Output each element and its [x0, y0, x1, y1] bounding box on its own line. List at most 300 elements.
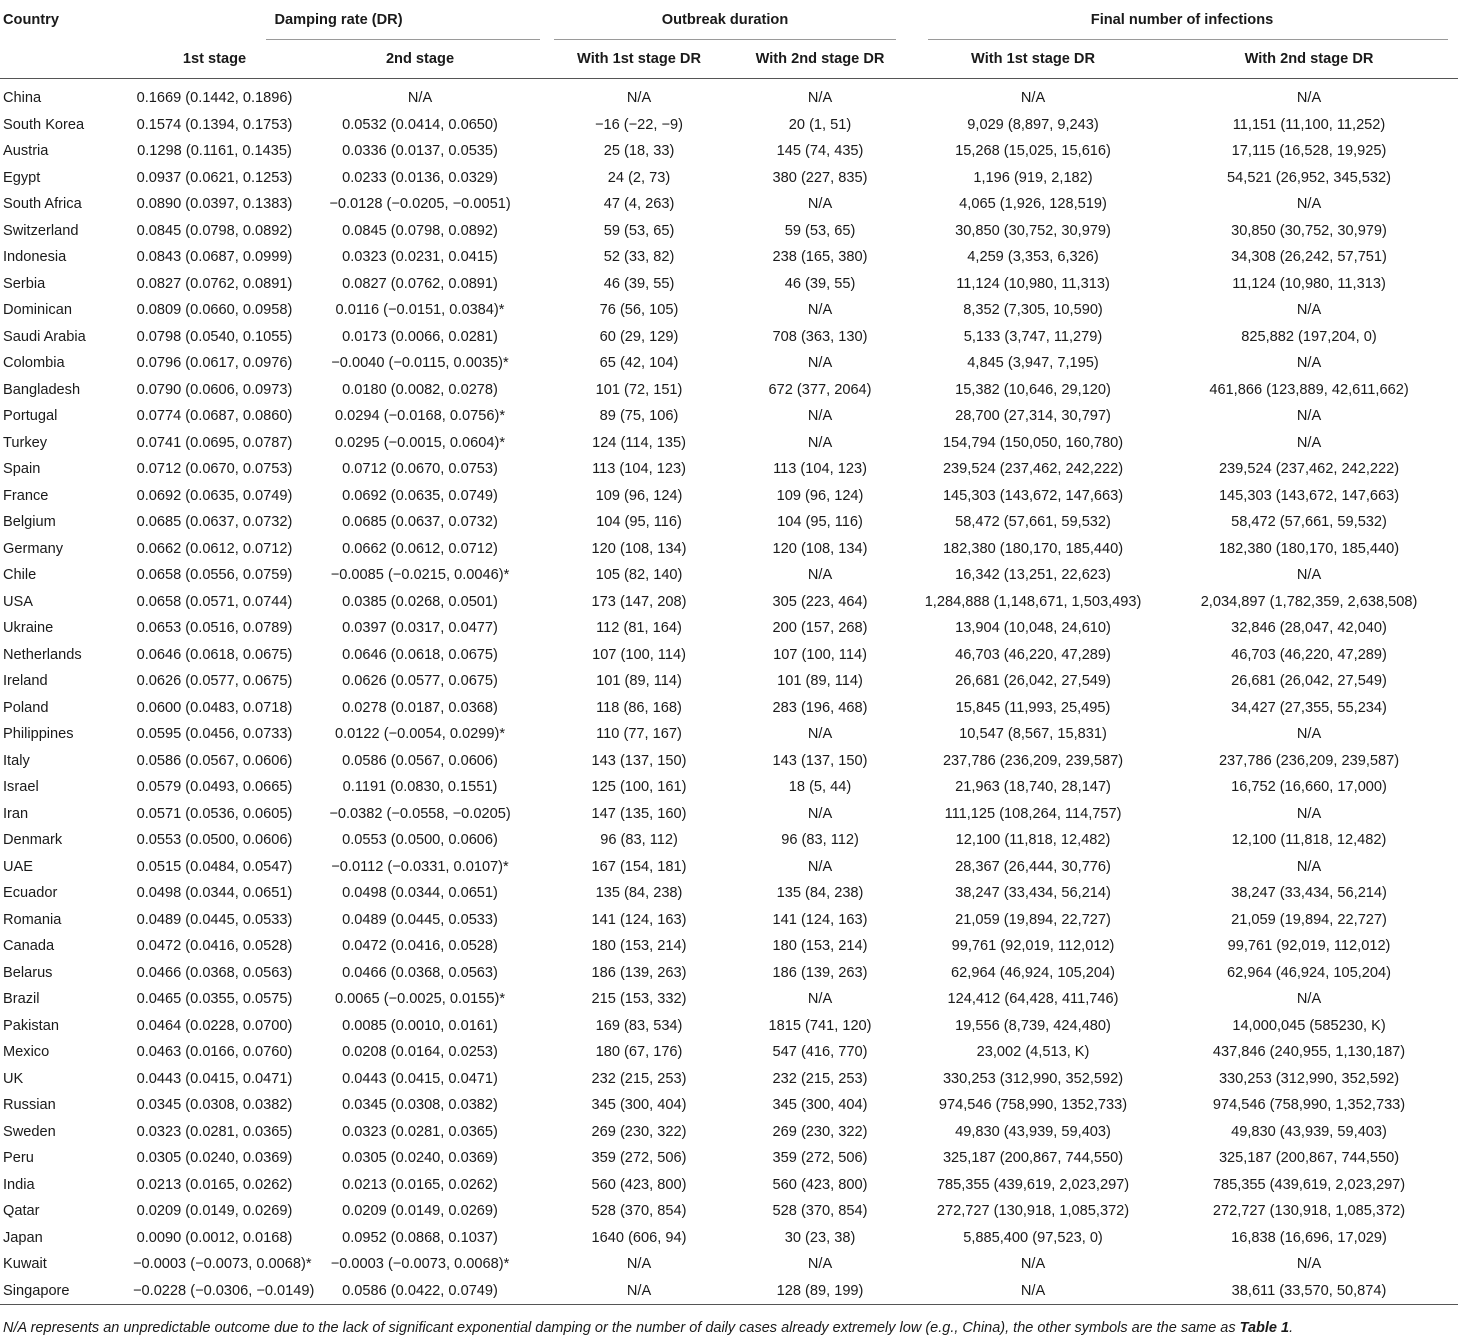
- country-cell: Ireland: [3, 673, 48, 689]
- value-cell: 4,065 (1,926, 128,519): [959, 196, 1107, 212]
- value-cell: N/A: [1296, 196, 1322, 212]
- value-cell: 145,303 (143,672, 147,663): [1218, 487, 1400, 504]
- value-cell: N/A: [1296, 434, 1322, 451]
- country-cell: Belarus: [3, 964, 53, 981]
- header-fi-with-2nd: With 2nd stage DR: [1160, 40, 1458, 79]
- table-row: [0, 324, 1458, 351]
- value-cell: N/A: [1296, 567, 1322, 583]
- value-cell: 0.0692 (0.0635, 0.0749): [342, 487, 498, 504]
- value-cell: 0.0658 (0.0556, 0.0759): [136, 567, 293, 583]
- value-cell: N/A: [807, 858, 833, 875]
- value-cell: N/A: [1296, 991, 1322, 1007]
- table-row: [0, 1092, 1458, 1119]
- value-cell: 143 (137, 150): [772, 752, 868, 769]
- value-cell: 60 (29, 129): [599, 328, 679, 345]
- value-cell: 182,380 (180,170, 185,440): [1218, 540, 1400, 557]
- value-cell: 113 (104, 123): [773, 461, 867, 477]
- value-cell: 0.0173 (0.0066, 0.0281): [342, 328, 498, 345]
- value-cell: N/A: [1296, 302, 1322, 318]
- value-cell: 0.0843 (0.0687, 0.0999): [136, 249, 293, 265]
- value-cell: 1640 (606, 94): [591, 1229, 687, 1246]
- value-cell: 186 (139, 263): [772, 964, 868, 981]
- value-cell: 560 (423, 800): [591, 1176, 687, 1193]
- table-row: [0, 509, 1458, 536]
- value-cell: 0.0692 (0.0635, 0.0749): [136, 487, 293, 504]
- value-cell: 21,963 (18,740, 28,147): [955, 779, 1111, 795]
- table-row: [0, 880, 1458, 907]
- value-cell: 0.0515 (0.0484, 0.0547): [136, 858, 293, 875]
- value-cell: 0.0209 (0.0149, 0.0269): [342, 1203, 498, 1219]
- value-cell: 0.0443 (0.0415, 0.0471): [342, 1070, 498, 1087]
- value-cell: 0.0305 (0.0240, 0.0369): [342, 1150, 498, 1166]
- table-footnote: N/A represents an unpredictable outcome due to the lack of significant exponential damping or the number of daily cases already extremely low (e.g., China), the other symbols are the same as Table 1.: [3, 1320, 1294, 1336]
- value-cell: N/A: [1296, 90, 1322, 106]
- value-cell: 380 (227, 835): [772, 169, 868, 186]
- value-cell: 0.0890 (0.0397, 0.1383): [136, 196, 293, 212]
- value-cell: −0.0003 (−0.0073, 0.0068)*: [133, 1256, 312, 1272]
- value-cell: N/A: [807, 408, 833, 424]
- value-cell: 547 (416, 770): [772, 1044, 868, 1060]
- value-cell: 0.0798 (0.0540, 0.1055): [136, 328, 293, 345]
- country-cell: UK: [3, 1070, 24, 1087]
- header-outbreak-duration: Outbreak duration: [544, 0, 906, 40]
- country-cell: Israel: [3, 779, 39, 795]
- value-cell: 359 (272, 506): [591, 1150, 687, 1166]
- table-row: [0, 960, 1458, 987]
- value-cell: 0.0294 (−0.0168, 0.0756)*: [335, 408, 505, 424]
- value-cell: 47 (4, 263): [603, 196, 675, 212]
- table-row: [0, 854, 1458, 881]
- value-cell: 16,342 (13,251, 22,623): [955, 567, 1111, 583]
- value-cell: 0.0463 (0.0166, 0.0760): [136, 1044, 293, 1060]
- country-cell: Pakistan: [3, 1017, 59, 1034]
- country-cell: Belgium: [3, 514, 56, 530]
- table-row: [0, 218, 1458, 245]
- value-cell: 128 (89, 199): [734, 1278, 906, 1305]
- value-cell: 16,838 (16,696, 17,029): [1231, 1229, 1387, 1246]
- value-cell: 238 (165, 380): [772, 249, 868, 265]
- table-row: [0, 774, 1458, 801]
- value-cell: 461,866 (123,889, 42,611,662): [1209, 381, 1409, 398]
- value-cell: 0.0741 (0.0695, 0.0787): [136, 434, 293, 451]
- country-cell: Ecuador: [3, 885, 58, 901]
- value-cell: 145,303 (143,672, 147,663): [942, 487, 1124, 504]
- value-cell: 0.0553 (0.0500, 0.0606): [342, 832, 498, 848]
- table-row: [0, 350, 1458, 377]
- value-cell: 154,794 (150,050, 160,780): [942, 434, 1124, 451]
- value-cell: 305 (223, 464): [772, 593, 868, 610]
- value-cell: 0.0498 (0.0344, 0.0651): [342, 885, 498, 901]
- value-cell: 1,284,888 (1,148,671, 1,503,493): [924, 593, 1142, 610]
- value-cell: 708 (363, 130): [772, 328, 868, 345]
- value-cell: 99,761 (92,019, 112,012): [1227, 938, 1391, 954]
- header-damping-rate: Damping rate (DR): [133, 0, 544, 40]
- table-row: [0, 165, 1458, 192]
- value-cell: 46 (39, 55): [603, 275, 675, 292]
- value-cell: 272,727 (130,918, 1,085,372): [936, 1203, 1130, 1219]
- value-cell: 0.0464 (0.0228, 0.0700): [136, 1017, 293, 1034]
- table-row: [0, 456, 1458, 483]
- value-cell: 437,846 (240,955, 1,130,187): [1212, 1044, 1406, 1060]
- value-cell: 2,034,897 (1,782,359, 2,638,508): [1200, 593, 1418, 610]
- value-cell: 272,727 (130,918, 1,085,372): [1212, 1203, 1406, 1219]
- country-cell: Colombia: [3, 355, 65, 371]
- value-cell: 5,885,400 (97,523, 0): [963, 1229, 1103, 1246]
- country-cell: Romania: [3, 911, 62, 928]
- value-cell: 8,352 (7,305, 10,590): [963, 302, 1103, 318]
- value-cell: 0.0295 (−0.0015, 0.0604)*: [335, 434, 505, 451]
- value-cell: N/A: [807, 196, 833, 212]
- country-cell: Russian: [3, 1097, 56, 1113]
- value-cell: 237,786 (236,209, 239,587): [942, 752, 1124, 769]
- value-cell: 0.0845 (0.0798, 0.0892): [136, 222, 293, 239]
- value-cell: 974,546 (758,990, 1,352,733): [1212, 1097, 1406, 1113]
- value-cell: 26,681 (26,042, 27,549): [955, 673, 1111, 689]
- value-cell: −0.0040 (−0.0115, 0.0035)*: [331, 355, 509, 371]
- table-row: [0, 244, 1458, 271]
- header-final-infections: Final number of infections: [906, 0, 1458, 40]
- value-cell: 15,845 (11,993, 25,495): [955, 699, 1111, 716]
- value-cell: N/A: [807, 991, 833, 1007]
- value-cell: 0.0600 (0.0483, 0.0718): [136, 699, 293, 716]
- table-row: [0, 615, 1458, 642]
- country-cell: Sweden: [3, 1123, 56, 1140]
- value-cell: 0.0586 (0.0422, 0.0749): [296, 1278, 544, 1305]
- value-cell: 0.0626 (0.0577, 0.0675): [342, 673, 498, 689]
- value-cell: 0.0085 (0.0010, 0.0161): [342, 1017, 498, 1034]
- value-cell: 0.1669 (0.1442, 0.1896): [136, 90, 293, 106]
- value-cell: 0.0809 (0.0660, 0.0958): [136, 302, 293, 318]
- value-cell: 1815 (741, 120): [768, 1017, 872, 1034]
- value-cell: 17,115 (16,528, 19,925): [1231, 143, 1387, 159]
- value-cell: 19,556 (8,739, 424,480): [955, 1017, 1111, 1034]
- value-cell: 232 (215, 253): [591, 1070, 687, 1087]
- value-cell: N/A: [807, 805, 833, 822]
- country-cell: Netherlands: [3, 646, 82, 663]
- value-cell: N/A: [1296, 805, 1322, 822]
- value-cell: 25 (18, 33): [603, 143, 675, 159]
- value-cell: 0.0345 (0.0308, 0.0382): [136, 1097, 293, 1113]
- value-cell: 0.0466 (0.0368, 0.0563): [136, 964, 293, 981]
- value-cell: 0.0213 (0.0165, 0.0262): [342, 1176, 498, 1193]
- value-cell: 124,412 (64,428, 411,746): [947, 991, 1119, 1007]
- value-cell: −0.0003 (−0.0073, 0.0068)*: [330, 1256, 510, 1272]
- table-row: [0, 1251, 1458, 1278]
- table-row: [0, 138, 1458, 165]
- value-cell: 30,850 (30,752, 30,979): [955, 222, 1111, 239]
- value-cell: 0.0685 (0.0637, 0.0732): [342, 514, 498, 530]
- value-cell: 23,002 (4,513, K): [976, 1044, 1090, 1060]
- value-cell: 34,427 (27,355, 55,234): [1231, 699, 1387, 716]
- value-cell: 52 (33, 82): [603, 249, 675, 265]
- value-cell: 0.0571 (0.0536, 0.0605): [136, 805, 293, 822]
- value-cell: N/A: [1296, 1256, 1322, 1272]
- country-cell: China: [3, 90, 42, 106]
- value-cell: 0.0685 (0.0637, 0.0732): [136, 514, 293, 530]
- value-cell: 46,703 (46,220, 47,289): [1231, 646, 1387, 663]
- value-cell: 0.0653 (0.0516, 0.0789): [136, 620, 293, 636]
- value-cell: 0.1191 (0.0830, 0.1551): [342, 779, 498, 795]
- value-cell: 0.0498 (0.0344, 0.0651): [136, 885, 293, 901]
- value-cell: 16,752 (16,660, 17,000): [1231, 779, 1387, 795]
- country-cell: Austria: [3, 143, 49, 159]
- table-row: [0, 1119, 1458, 1146]
- value-cell: 0.0586 (0.0567, 0.0606): [342, 752, 498, 769]
- value-cell: 58,472 (57,661, 59,532): [955, 514, 1111, 530]
- value-cell: 12,100 (11,818, 12,482): [1231, 832, 1387, 848]
- table-row: [0, 483, 1458, 510]
- value-cell: 0.0952 (0.0868, 0.1037): [342, 1229, 498, 1246]
- value-cell: −0.0112 (−0.0331, 0.0107)*: [331, 858, 509, 875]
- value-cell: 0.0336 (0.0137, 0.0535): [342, 143, 498, 159]
- value-cell: 96 (83, 112): [781, 832, 859, 848]
- value-cell: 0.0646 (0.0618, 0.0675): [136, 646, 293, 663]
- value-cell: 113 (104, 123): [592, 461, 686, 477]
- country-cell: Portugal: [3, 408, 58, 424]
- value-cell: 32,846 (28,047, 42,040): [1231, 620, 1387, 636]
- value-cell: N/A: [626, 1256, 652, 1272]
- value-cell: 4,259 (3,353, 6,326): [967, 249, 1099, 265]
- value-cell: −0.0228 (−0.0306, −0.0149): [133, 1278, 296, 1305]
- value-cell: 0.0662 (0.0612, 0.0712): [342, 540, 498, 557]
- value-cell: −16 (−22, −9): [594, 116, 684, 133]
- value-cell: N/A: [1020, 1256, 1046, 1272]
- value-cell: 96 (83, 112): [600, 832, 678, 848]
- value-cell: 11,124 (10,980, 11,313): [956, 275, 1110, 292]
- value-cell: 186 (139, 263): [591, 964, 687, 981]
- value-cell: 330,253 (312,990, 352,592): [1218, 1070, 1400, 1087]
- value-cell: 14,000,045 (585230, K): [1232, 1017, 1386, 1034]
- value-cell: 0.0595 (0.0456, 0.0733): [136, 726, 293, 742]
- value-cell: 101 (89, 114): [777, 673, 863, 689]
- value-cell: 785,355 (439,619, 2,023,297): [1212, 1176, 1406, 1193]
- value-cell: 0.0385 (0.0268, 0.0501): [342, 593, 498, 610]
- value-cell: 10,547 (8,567, 15,831): [959, 726, 1107, 742]
- value-cell: 21,059 (19,894, 22,727): [955, 911, 1111, 928]
- table-row: [0, 907, 1458, 934]
- value-cell: 0.0323 (0.0281, 0.0365): [342, 1123, 498, 1140]
- value-cell: 49,830 (43,939, 59,403): [955, 1123, 1111, 1140]
- value-cell: 28,700 (27,314, 30,797): [955, 408, 1111, 424]
- table-body: [0, 79, 1458, 1305]
- value-cell: 0.0937 (0.0621, 0.1253): [136, 169, 293, 186]
- value-cell: 0.0553 (0.0500, 0.0606): [136, 832, 293, 848]
- value-cell: 38,611 (33,570, 50,874): [1160, 1278, 1458, 1305]
- value-cell: 0.0790 (0.0606, 0.0973): [136, 381, 293, 398]
- value-cell: 0.0345 (0.0308, 0.0382): [342, 1097, 498, 1113]
- table-row: [0, 986, 1458, 1013]
- country-cell: Brazil: [3, 991, 40, 1007]
- value-cell: 0.0233 (0.0136, 0.0329): [342, 169, 498, 186]
- value-cell: 11,151 (11,100, 11,252): [1232, 116, 1386, 133]
- country-cell: South Africa: [3, 196, 82, 212]
- value-cell: 0.0646 (0.0618, 0.0675): [342, 646, 498, 663]
- country-cell: Indonesia: [3, 249, 67, 265]
- value-cell: 38,247 (33,434, 56,214): [1231, 885, 1387, 901]
- value-cell: 0.0323 (0.0231, 0.0415): [342, 249, 498, 265]
- value-cell: 111,125 (108,264, 114,757): [944, 805, 1122, 822]
- value-cell: 0.0712 (0.0670, 0.0753): [342, 461, 498, 477]
- table-row: [0, 112, 1458, 139]
- value-cell: 20 (1, 51): [788, 116, 852, 133]
- value-cell: 0.0472 (0.0416, 0.0528): [342, 938, 498, 954]
- value-cell: 330,253 (312,990, 352,592): [942, 1070, 1124, 1087]
- value-cell: 5,133 (3,747, 11,279): [963, 328, 1103, 345]
- value-cell: 345 (300, 404): [591, 1097, 687, 1113]
- value-cell: N/A: [1296, 726, 1322, 742]
- table-row: [0, 377, 1458, 404]
- value-cell: N/A: [407, 90, 433, 106]
- table-row: [0, 1278, 1458, 1305]
- header-od-with-2nd: With 2nd stage DR: [734, 40, 906, 79]
- country-cell: Canada: [3, 938, 55, 954]
- value-cell: 0.0065 (−0.0025, 0.0155)*: [335, 991, 505, 1007]
- value-cell: 269 (230, 322): [591, 1123, 687, 1140]
- value-cell: 785,355 (439,619, 2,023,297): [936, 1176, 1130, 1193]
- table-reference: Table 1: [1239, 1320, 1290, 1336]
- value-cell: 0.0662 (0.0612, 0.0712): [136, 540, 293, 557]
- country-cell: Italy: [3, 752, 30, 769]
- value-cell: 239,524 (237,462, 242,222): [1218, 461, 1400, 477]
- value-cell: 345 (300, 404): [772, 1097, 868, 1113]
- value-cell: 141 (124, 163): [772, 911, 868, 928]
- table-row: [0, 748, 1458, 775]
- value-cell: 21,059 (19,894, 22,727): [1231, 911, 1387, 928]
- table-row: [0, 721, 1458, 748]
- value-cell: N/A: [807, 567, 833, 583]
- value-cell: 24 (2, 73): [607, 169, 671, 186]
- country-cell: France: [3, 487, 49, 504]
- value-cell: 0.0180 (0.0082, 0.0278): [342, 381, 498, 398]
- value-cell: 0.0209 (0.0149, 0.0269): [136, 1203, 293, 1219]
- value-cell: 0.0472 (0.0416, 0.0528): [136, 938, 293, 954]
- value-cell: 124 (114, 135): [592, 434, 686, 451]
- value-cell: 167 (154, 181): [591, 858, 687, 875]
- value-cell: 105 (82, 140): [595, 567, 683, 583]
- value-cell: 104 (95, 116): [596, 514, 682, 530]
- country-cell: Mexico: [3, 1044, 50, 1060]
- value-cell: N/A: [626, 90, 652, 106]
- value-cell: 15,382 (10,646, 29,120): [955, 381, 1111, 398]
- value-cell: 15,268 (15,025, 15,616): [955, 143, 1111, 159]
- value-cell: 0.0090 (0.0012, 0.0168): [136, 1229, 293, 1246]
- value-cell: N/A: [1296, 858, 1322, 875]
- value-cell: N/A: [807, 726, 833, 742]
- header-country: Country: [3, 12, 59, 28]
- country-cell: Peru: [3, 1150, 34, 1166]
- value-cell: 118 (86, 168): [596, 699, 682, 716]
- value-cell: 560 (423, 800): [772, 1176, 868, 1193]
- value-cell: 101 (89, 114): [596, 673, 682, 689]
- value-cell: 49,830 (43,939, 59,403): [1231, 1123, 1387, 1140]
- value-cell: 107 (100, 114): [592, 646, 686, 663]
- value-cell: 62,964 (46,924, 105,204): [951, 964, 1115, 981]
- value-cell: 283 (196, 468): [772, 699, 868, 716]
- value-cell: 0.0278 (0.0187, 0.0368): [342, 699, 498, 716]
- country-cell: Germany: [3, 540, 64, 557]
- value-cell: N/A: [1296, 355, 1322, 371]
- value-cell: 0.0208 (0.0164, 0.0253): [342, 1044, 498, 1060]
- country-cell: Turkey: [3, 434, 48, 451]
- value-cell: 169 (83, 534): [595, 1017, 683, 1034]
- country-cell: India: [3, 1176, 35, 1193]
- value-cell: 0.0579 (0.0493, 0.0665): [136, 779, 293, 795]
- value-cell: 101 (72, 151): [595, 381, 683, 398]
- value-cell: 0.0626 (0.0577, 0.0675): [136, 673, 293, 689]
- value-cell: 62,964 (46,924, 105,204): [1227, 964, 1391, 981]
- value-cell: N/A: [906, 1278, 1160, 1305]
- value-cell: 59 (53, 65): [784, 222, 856, 239]
- value-cell: N/A: [807, 355, 833, 371]
- country-cell: Japan: [3, 1229, 43, 1246]
- country-cell: Poland: [3, 699, 49, 716]
- country-cell: Singapore: [0, 1278, 133, 1305]
- header-dr-stage2: 2nd stage: [296, 40, 544, 79]
- value-cell: 0.0489 (0.0445, 0.0533): [342, 911, 498, 928]
- value-cell: 11,124 (10,980, 11,313): [1232, 275, 1386, 292]
- country-cell: Qatar: [3, 1203, 40, 1219]
- country-cell: Switzerland: [3, 222, 79, 239]
- value-cell: −0.0085 (−0.0215, 0.0046)*: [330, 567, 510, 583]
- value-cell: 974,546 (758,990, 1352,733): [938, 1097, 1128, 1113]
- value-cell: N/A: [544, 1278, 734, 1305]
- value-cell: 0.0774 (0.0687, 0.0860): [136, 408, 293, 424]
- value-cell: 237,786 (236,209, 239,587): [1218, 752, 1400, 769]
- value-cell: 112 (81, 164): [596, 620, 682, 636]
- value-cell: N/A: [807, 302, 833, 318]
- value-cell: N/A: [1296, 408, 1322, 424]
- country-cell: Dominican: [3, 302, 72, 318]
- value-cell: N/A: [1020, 90, 1046, 106]
- country-cell: Saudi Arabia: [3, 328, 86, 345]
- value-cell: N/A: [807, 1256, 833, 1272]
- table-row: [0, 642, 1458, 669]
- value-cell: 120 (108, 134): [772, 540, 868, 557]
- country-cell: Serbia: [3, 275, 46, 292]
- table-row: [0, 589, 1458, 616]
- table-row: [0, 1066, 1458, 1093]
- header-dr-stage1: 1st stage: [133, 40, 296, 79]
- country-cell: Chile: [3, 567, 37, 583]
- value-cell: 180 (153, 214): [591, 938, 687, 954]
- value-cell: 58,472 (57,661, 59,532): [1231, 514, 1387, 530]
- value-cell: 0.0532 (0.0414, 0.0650): [342, 116, 498, 133]
- country-cell: Ukraine: [3, 620, 54, 636]
- table-row: [0, 801, 1458, 828]
- value-cell: 0.0586 (0.0567, 0.0606): [136, 752, 293, 769]
- value-cell: 0.1574 (0.1394, 0.1753): [136, 116, 293, 133]
- value-cell: 9,029 (8,897, 9,243): [967, 116, 1099, 133]
- value-cell: 65 (42, 104): [599, 355, 679, 371]
- country-cell: Denmark: [3, 832, 63, 848]
- value-cell: 0.0489 (0.0445, 0.0533): [136, 911, 293, 928]
- value-cell: 54,521 (26,952, 345,532): [1227, 169, 1391, 186]
- value-cell: 46 (39, 55): [784, 275, 856, 292]
- value-cell: 125 (100, 161): [591, 779, 687, 795]
- table-row: [0, 1172, 1458, 1199]
- value-cell: 180 (153, 214): [772, 938, 868, 954]
- value-cell: N/A: [807, 434, 833, 451]
- table-row: [0, 191, 1458, 218]
- value-cell: 325,187 (200,867, 744,550): [942, 1150, 1124, 1166]
- table-row: [0, 430, 1458, 457]
- value-cell: 135 (84, 238): [595, 885, 683, 901]
- value-cell: 135 (84, 238): [776, 885, 864, 901]
- value-cell: 145 (74, 435): [776, 143, 864, 159]
- value-cell: 0.0466 (0.0368, 0.0563): [342, 964, 498, 981]
- value-cell: 30 (23, 38): [784, 1229, 856, 1246]
- table-row: [0, 403, 1458, 430]
